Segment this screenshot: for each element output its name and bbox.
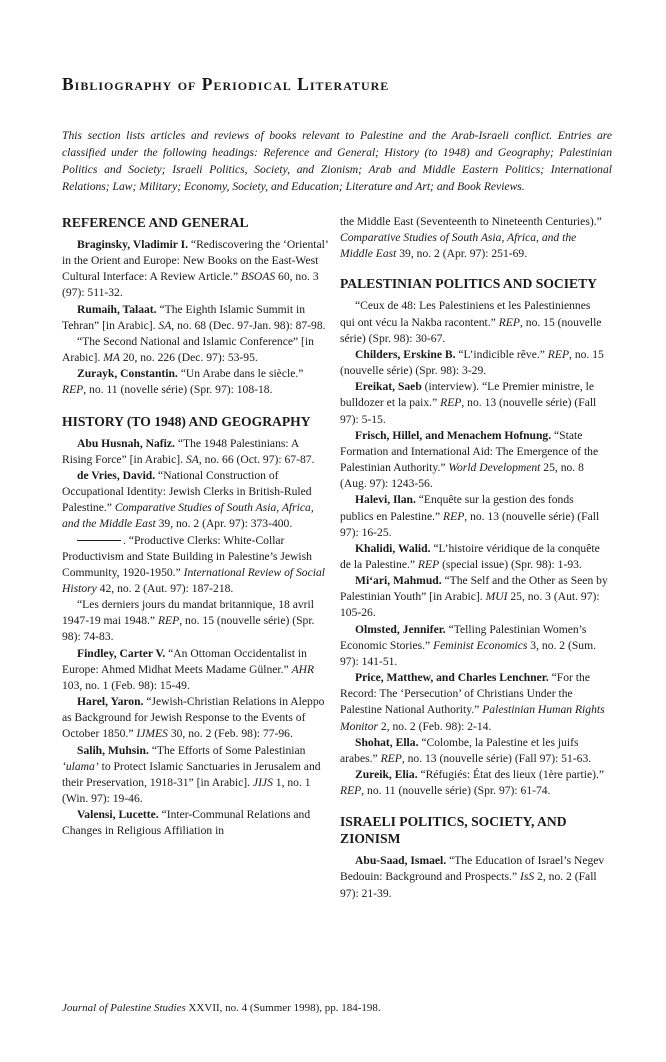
entry-journal: IsS [520,870,535,884]
section-heading-reference: REFERENCE AND GENERAL [62,215,249,230]
right-column [340,214,608,902]
entry-citation: , no. 68 (Dec. 97-Jan. 98): 87-98. [171,318,326,332]
entry-text: “Colombe, la Palestine et les juifs arabes.” [340,735,579,765]
bib-entry-childers [340,347,608,379]
bib-entry-ereikat [340,379,608,427]
bib-entry-olmsted [340,622,608,670]
bib-entry-zureik [340,767,608,799]
entry-author: Shohat, Ella. [355,735,419,749]
entry-citation: 25, no. 8 (Aug. 97): 1243-56. [340,461,584,491]
left-column [62,214,330,839]
entry-journal: JIJS [252,775,273,789]
entry-author: Mi‘ari, Mahmud. [355,574,442,588]
entry-journal: REP [440,396,462,410]
section-heading-palestinian: PALESTINIAN POLITICS AND SOCIETY [340,276,597,292]
entry-citation: , no. 13 (nouvelle série) (Fall 97): 51-63. [401,751,592,765]
entry-citation: 25, no. 3 (Aut. 97): 105-26. [340,590,600,620]
entry-text: “Un Arabe dans le siècle.” [177,367,304,381]
entry-citation: 20, no. 226 (Dec. 97): 53-95. [119,351,258,365]
entry-citation: 39, no. 2 (Apr. 97): 251-69. [396,247,528,261]
entry-citation: , no. 66 (Oct. 97): 67-87. [198,452,315,466]
entry-text: “The Efforts of Some Palestinian [148,743,306,757]
entry-citation: 103, no. 1 (Feb. 98): 15-49. [62,678,190,692]
repeat-author-dash [77,540,121,541]
entry-text-2: to Protect Islamic Sanctuaries in Jerusalem and their Preservation, 1918-31” [in Arabic]. [62,759,321,789]
entry-text: “State Formation and International Aid: The Emergence of the Palestinian Authority.” [340,428,599,475]
entry-journal: REP [340,784,362,798]
entry-text: “Telling Palestinian Women’s Economic Stories.” [340,622,587,652]
entry-journal: REP [380,751,402,765]
entry-citation: 2, no. 2 (Feb. 98): 2-14. [378,719,492,733]
entry-citation: , no. 11 (novelle série) (Spr. 97): 108-18. [83,383,273,397]
entry-text: (interview). “Le Premier ministre, le bulldozer et la paix.” [340,380,595,410]
entry-text: “The 1948 Palestinians: A Rising Force” [in Arabic]. [62,436,299,466]
entry-author: Harel, Yaron. [77,695,144,709]
entry-journal: SA [158,318,172,332]
entry-citation: 2, no. 2 (Fall 97): 21-39. [340,870,597,900]
entry-journal: MA [103,351,120,365]
entry-citation: 42, no. 2 (Aut. 97): 187-218. [96,581,234,595]
entry-citation: 3, no. 2 (Sum. 97): 141-51. [340,638,597,668]
entry-journal: Comparative Studies of South Asia, Africa, and the Middle East [340,231,577,261]
entry-citation: 1, no. 1 (Win. 97): 19-46. [62,775,311,805]
entry-citation: , no. 15 (nouvelle série) (Spr. 98): 74-83. [62,614,315,644]
entry-journal: IJMES [136,727,168,741]
entry-term: ‘ulama’ [62,759,99,773]
entry-author: de Vries, David. [77,468,156,482]
entry-citation: , no. 13 (nouvelle série) (Fall 97): 5-15. [340,396,597,426]
entry-text: . “Productive Clerks: White-Collar Productivism and State Building in Palestine’s Jewish Community, 1920-1950.” [62,533,312,579]
entry-text: “Inter-Communal Relations and Changes in Religious Affiliation in [62,808,311,838]
entry-journal: Comparative Studies of South Asia, Africa, and the Middle East [62,501,314,531]
entry-author: Zureik, Elia. [355,768,418,781]
entry-text: “The Education of Israel’s Negev Bedouin: Background and Prospects.” [340,854,605,884]
entry-text: the Middle East (Seventeenth to Nineteenth Centuries).” [340,215,602,228]
entry-author: Rumaih, Talaat. [77,302,157,316]
bib-entry-khalidi [340,541,608,573]
bib-entry-harel [62,694,330,742]
entry-journal: Palestinian Human Rights Monitor [340,703,605,733]
entry-text: “The Second National and Islamic Conference” [in Arabic]. [62,334,314,365]
bib-entry-braginsky [62,237,330,302]
entry-journal: International Review of Social History [62,565,325,595]
entry-citation: , no. 13 (nouvelle série) (Fall 97): 16-25. [340,509,600,539]
entry-journal: REP [62,383,84,397]
bib-entry-abu-husnah [62,436,330,468]
entry-author: Braginsky, Vladimir I. [77,238,189,251]
entry-author: Zurayk, Constantin. [77,367,178,381]
entry-author: Findley, Carter V. [77,646,166,660]
entry-text: “An Ottoman Occidentalist in Europe: Ahmed Midhat Meets Madame Gülner.” [62,646,307,676]
entry-text: “Ceux de 48: Les Palestiniens et les Palestiniennes qui ont vécu la Nakba racontent.” [340,299,591,329]
entry-citation: (special issue) (Spr. 98): 1-93. [439,557,582,571]
bib-entry-halevi [340,492,608,540]
entry-author: Abu-Saad, Ismael. [355,854,447,868]
entry-author: Valensi, Lucette. [77,808,159,822]
footer-journal: Journal of Palestine Studies [62,1002,186,1014]
bib-entry-rumaih [62,302,330,334]
entry-author: Olmsted, Jennifer. [355,622,446,636]
footer-citation: XXVII, no. 4 (Summer 1998), pp. 184-198. [185,1002,381,1014]
bib-entry-frisch [340,428,608,493]
entry-journal: BSOAS [241,270,276,284]
entry-text: “The Self and the Other as Seen by Palestinian Youth” [in Arabic]. [340,574,608,604]
entry-citation: , no. 15 (nouvelle série) (Spr. 98): 30-67. [340,315,602,345]
bib-entry-mandat [62,597,330,645]
bib-entry-de-vries-2 [62,533,330,598]
entry-journal: World Development [448,461,541,475]
bib-entry-findley [62,646,330,694]
entry-author: Price, Matthew, and Charles Lenchner. [355,671,549,685]
entry-citation: 39, no. 2 (Apr. 97): 373-400. [155,517,293,531]
bib-entry-price [340,670,608,735]
entry-text: “National Construction of Occupational Identity: Jewish Clerks in British-Ruled Palestine.” [62,468,312,515]
entry-journal: REP [157,614,180,628]
entry-journal: REP [498,315,520,329]
entry-citation: 60, no. 3 (97): 511-32. [62,270,319,300]
entry-journal: AHR [291,662,315,676]
intro-paragraph: This section lists articles and reviews of books relevant to Palestine and the Arab-Israeli conflict. Entries are classified under the following headings: Reference and General; History (to 1948) and Geography; Palestinian Politics and Society; Israeli Politics, Society, and Zionism; Arab and Middle Eastern Politics; International Relations; Law; Military; Economy, Society, and Education; Literature and Art; and Book Reviews. [62,129,612,193]
bib-entry-abu-saad [340,853,608,901]
entry-journal: Feminist Economics [433,638,528,652]
section-heading-history: HISTORY (TO 1948) AND GEOGRAPHY [62,413,311,429]
page-title: Bibliography of Periodical Literature [62,74,390,94]
entry-journal: REP [443,509,465,523]
entry-text: “L’histoire véridique de la conquête de la Palestine.” [340,541,600,571]
entry-journal: REP [417,557,440,571]
entry-author: Abu Husnah, Nafiz. [77,436,175,450]
entry-author: Halevi, Ilan. [355,493,416,507]
entry-citation: 30, no. 2 (Feb. 98): 77-96. [167,727,293,741]
entry-text: “The Eighth Islamic Summit in Tehran” [in Arabic]. [62,302,306,332]
bib-entry-valensi-continued [340,214,608,262]
entry-citation: , no. 11 (nouvelle série) (Spr. 97): 61-74. [361,784,551,798]
entry-journal: MUI [485,590,508,604]
entry-text: “Jewish-Christian Relations in Aleppo as Background for Jewish Response to the Events of October 1850.” [62,695,325,741]
entry-journal: SA [185,452,199,466]
bib-entry-salih [62,743,330,808]
entry-author: Khalidi, Walid. [355,541,431,555]
bib-entry-zurayk [62,366,330,398]
bib-entry-miari [340,573,608,621]
bib-entry-islamic-conference [62,334,330,366]
entry-text: “Réfugiés: État des lieux (1ère partie).” [417,768,604,781]
bib-entry-ceux-de-48 [340,298,608,346]
entry-text: “Les derniers jours du mandat britannique, 18 avril 1947-19 mai 1948.” [62,598,314,628]
entry-citation: , no. 15 (nouvelle série) (Spr. 98): 3-29. [340,347,604,378]
entry-author: Childers, Erskine B. [355,347,456,361]
bib-entry-valensi [62,807,330,839]
entry-text: “Rediscovering the ‘Oriental’ in the Orient and Europe: New Books on the East-West Cultural Interface: A Review Article.” [62,238,328,284]
entry-author: Salih, Muhsin. [77,743,149,757]
bib-entry-shohat [340,735,608,767]
entry-text: “L’indicible rêve.” [455,347,548,361]
entry-text: “Enquête sur la gestion des fonds publics en Palestine.” [340,493,574,523]
section-heading-israeli: ISRAELI POLITICS, SOCIETY, AND ZIONISM [340,814,567,847]
entry-journal: REP [547,347,570,361]
bib-entry-de-vries [62,468,330,533]
entry-author: Ereikat, Saeb [355,380,422,394]
entry-text: “For the Record: The ‘Persecution’ of Christians Under the Palestine National Authority.” [340,671,590,717]
page-footer [62,1002,622,1014]
entry-author: Frisch, Hillel, and Menachem Hofnung. [355,428,552,442]
